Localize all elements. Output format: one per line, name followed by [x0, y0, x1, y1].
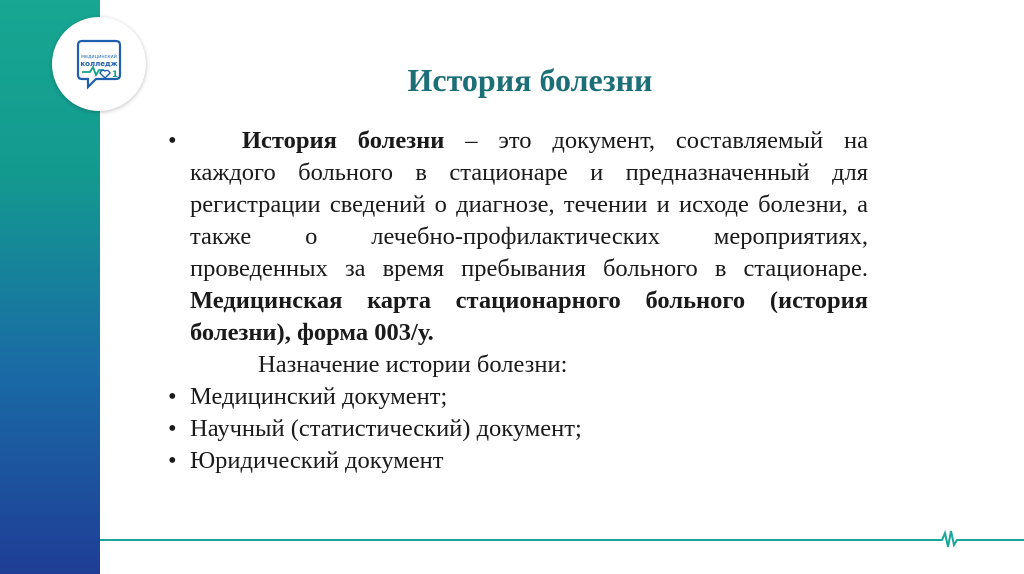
list-item [168, 381, 868, 413]
purpose-heading: Назначение истории болезни: [258, 351, 568, 378]
list-item [168, 445, 868, 477]
logo-text-line1: медицинский [81, 54, 117, 60]
bullet-marker: • [168, 383, 177, 410]
logo-number: 1 [111, 70, 119, 80]
list-item-text: Научный (статистический) документ; [190, 415, 582, 442]
list-item-text: Юридический документ [190, 447, 444, 474]
definition-bold-tail: Медицинская карта стационарного больного (история болезни), форма 003/у. [190, 287, 868, 346]
slide-title: История болезни [407, 62, 653, 98]
heartbeat-line [100, 529, 1024, 551]
definition-paragraph [168, 125, 868, 349]
bullet-marker: • [168, 127, 177, 154]
logo-text-line2: колледж [80, 60, 118, 68]
list-item-text: Медицинский документ; [190, 383, 448, 410]
bullet-marker: • [168, 447, 177, 474]
slide-content [168, 125, 868, 477]
list-item [168, 413, 868, 445]
definition-text: – это документ, составляемый на каждого больного в стационаре и предназначенный для регистрации сведений о диагнозе, течении и исходе болезни, а также о лечебно-профилактических мероприятиях, проведенных за время пребывания больного в стационаре. [190, 127, 868, 282]
college-logo [52, 17, 146, 111]
logo-emblem-icon [52, 17, 146, 111]
definition-term: История болезни [242, 127, 445, 154]
bullet-marker: • [168, 415, 177, 442]
